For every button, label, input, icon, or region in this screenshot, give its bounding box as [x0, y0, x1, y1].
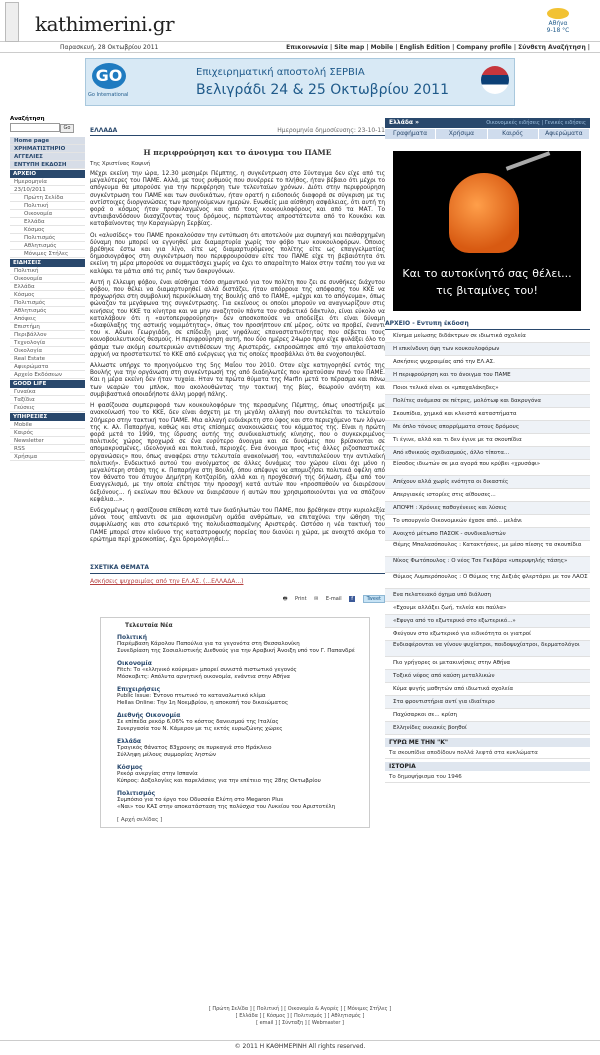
go-logo-sub: Go International [88, 92, 129, 98]
sidebar-nav-item[interactable]: Home page [10, 137, 85, 145]
print-archive-item[interactable]: Ελληνίδες οικιακές βοηθοί [385, 722, 590, 735]
print-archive-item[interactable]: Τι έγινε, αλλά και τι δεν έγινε με τα σκουπίδια [385, 434, 590, 447]
latest-news-category[interactable]: Επιχειρήσεις [117, 685, 161, 693]
latest-news-item[interactable]: Κύπρος: Δοξολογίες και παρελάσεις για την επέτειο της 28ης Οκτωβρίου [117, 777, 321, 784]
print-archive-item[interactable]: Ενα πελατειακό όχημα υπό διάλυση [385, 589, 590, 602]
footer-links-row1[interactable]: [ Πρώτη Σελίδα ] [ Πολιτική ] [ Οικονομία & Αγορές ] [ Μόνιμες Στήλες ] [208, 1006, 392, 1012]
footer-links-row2[interactable]: [ Ελλάδα ] [ Κόσμος ] [ Πολιτισμός ] [ Αθλητισμός ] [235, 1013, 365, 1019]
right-section-title[interactable]: Ελλάδα » [389, 119, 420, 126]
current-date: Παρασκευή, 28 Οκτωβρίου 2011 [60, 44, 159, 51]
date-bar [0, 42, 600, 53]
article-author: Της Χριστίνας Κοψινή [90, 161, 151, 167]
weather-widget[interactable] [532, 8, 584, 34]
news-category-item[interactable]: Οικονομία [10, 275, 85, 283]
latest-news-heading: Τελευταία Νέα [125, 621, 173, 629]
article-body [90, 171, 385, 544]
print-archive-item[interactable]: «Εχουμε αλλάξει ζωή, τελεία και παύλα» [385, 602, 590, 615]
service-item[interactable]: Χρήσιμα [10, 453, 85, 461]
archive-item[interactable]: Πρώτη Σελίδα [10, 194, 85, 202]
archive-item[interactable]: Αθλητισμός [10, 242, 85, 250]
news-category-item[interactable]: Περιβάλλον [10, 331, 85, 339]
latest-news-item[interactable]: Τραγικός θάνατος 83χρονης σε πυρκαγιά στο Ηράκλειο [117, 744, 272, 751]
left-sidebar [10, 114, 85, 461]
archive-item[interactable]: 23/10/2011 [10, 186, 85, 194]
right-tab[interactable]: Αφιερώματα [539, 129, 589, 139]
print-archive-item[interactable]: Απεργιακές ιστορίες στις αίθουσες... [385, 489, 590, 502]
banner-line2: Βελιγράδι 24 & 25 Οκτωβρίου 2011 [196, 82, 449, 98]
print-archive-item[interactable]: Φεύγουν στο εξωτερικό για ειδικότητα οι γιατροί [385, 628, 590, 641]
news-category-item[interactable]: Κόσμος [10, 291, 85, 299]
oil-can-icon [449, 173, 519, 253]
latest-news-item[interactable]: Σε επίπεδα ρεκόρ 6,06% το κόστος δανεισμού της Ιταλίας [117, 718, 279, 725]
archive-item[interactable]: Ελλάδα [10, 218, 85, 226]
page-top-link[interactable]: [ Αρχή σελίδας ] [117, 816, 163, 823]
weather-city: Αθήνα [548, 20, 568, 27]
news-category-item[interactable]: Real Estate [10, 355, 85, 363]
article-paragraph: Οι «αλυσίδες» του ΠΑΜΕ προκαλούσαν την εντύπωση ότι αποτελούν μια συμπαγή και πειθαρχημένη δύναμη που μπορεί να εγγυηθεί μια διαμαρτυρία χωρίς τον φόβο των κουκουλοφόρων. Οποιος βρέθηκε έστω και για λίγο, είτε ως διαμαρτυρόμενος πολίτης είτε ως επαγγελματίας δημοσιογράφος στη συγκέντρωση που περιφρουρούσαν είτε του ΠΑΜΕ είχε τη βεβαιότητα ότι εκείνη τη μέρα μπορούσε να συμμετάσχει χωρίς να έχει το απαραίτητο Malox στην τσέπη του για να καλύψει τα μάτια από τις ριπές των δακρυγόνων. [90, 232, 385, 275]
news-category-item[interactable]: Πολιτική [10, 267, 85, 275]
latest-news-item[interactable]: Hellas Online: Την 1η Νοεμβρίου, η αποκοπή του δικαιώματος [117, 699, 289, 706]
top-links[interactable]: Επικοινωνία | Site map | Mobile | English Edition | Company profile | Σύνθετη Αναζήτηση | [286, 44, 590, 51]
latest-news-category[interactable]: Πολιτική [117, 633, 147, 641]
latest-news-category[interactable]: Διεθνής Οικονομία [117, 711, 181, 719]
news-category-item[interactable]: Επιστήμη [10, 323, 85, 331]
article-paragraph: Μέχρι εκείνη την ώρα, 12.30 μεσημέρι Πέμπτης, η συγκέντρωση στο Σύνταγμα δεν είχε από τις μεγαλύτερες του ΠΑΜΕ. Αλλά, με τους ρυθμούς που συνέρρεε το πλήθος, ήταν βέβαιο ότι μέχρι το απόγευμα θα μπορούσε για την περιφέρηση των τελευταίων χρόνων. Διότι στην περιφρούρηση συγκέντρωση του ΠΑΜΕ και των συνδικάτων, ήταν ορατή η ειδοποιός διαφορά σε σύγκριση με τις αντίστοιχες διοργανώσεις των προηγούμενων ημερών. Ενωθείς μια αίσθηση ασφάλειας, ότι αυτή τη φορά ο κόσμος ήταν προφυλαγμένος και από τους κουκουλοφόρους και από τα ΜΑΤ. Το αντιαιβανδόσουν διασχίζοντας τους δρόμους, περπατώντας απροστάτευτα από το Κουκάκι και καταβαίνοντας την Καραγιώργη Σερβίας. [90, 171, 385, 228]
ad-banner[interactable] [85, 58, 515, 106]
gyrw-heading: ΓΥΡΩ ΜΕ ΤΗΝ "Κ" [385, 738, 590, 747]
news-category-item[interactable]: Αρχείο Εκδόσεων [10, 371, 85, 379]
print-archive-item[interactable]: Ανοιχτό μέτωπο ΠΑΣΟΚ - συνδικαλιστών [385, 528, 590, 541]
related-link[interactable] [90, 578, 385, 585]
latest-news-category[interactable]: Οικονομία [117, 659, 152, 667]
print-archive-item[interactable]: Ασκήσεις ψυχραιμίας από την ΕΛ.ΑΣ. [385, 356, 590, 369]
print-label: Print [295, 595, 307, 602]
news-category-item[interactable]: Αθλητισμός [10, 307, 85, 315]
news-category-item[interactable]: Απόψεις [10, 315, 85, 323]
ad-text-line1: Και το αυτοκίνητό σας θέλει... [402, 267, 572, 280]
section-bar [90, 126, 385, 136]
email-label: E-mail [325, 595, 342, 602]
service-item[interactable]: Newsletter [10, 437, 85, 445]
copyright: © 2011 Η ΚΑΘΗΜΕΡΙΝΗ All rights reserved. [0, 1040, 600, 1050]
latest-news-category[interactable]: Πολιτισμός [117, 789, 156, 797]
print-archive-item[interactable]: Θύμιος Λυμπερόπουλος : Ο Θύμιος της Δεξιάς φλερτάρει με τον ΛΑΟΣ [385, 573, 590, 589]
history-item[interactable]: Το δημοψήφισμα του 1946 [385, 771, 590, 783]
latest-news-item[interactable]: Συμπόσιο για το έργο του Οδυσσέα Ελύτη στο Megaron Plus [117, 796, 284, 803]
print-archive-item[interactable]: Με όπλο τόνους απορρίμματα στους δρόμους [385, 421, 590, 434]
archive-item[interactable]: Κόσμος [10, 226, 85, 234]
masthead-emblem [5, 2, 19, 42]
article-paragraph: Αλλωστε υπήρχε το προηγούμενο της 5ης Μαΐου του 2010. Οταν είχε κατηγορηθεί εντός της Βουλής για την οργάνωση στη συγκέντρωσή της από διαδηλωτές που κρατούσαν πανό του ΠΑΜΕ. Και η μέρα εκείνη δεν ήταν τυχαία. Ηταν τα πρώτα θύματα της Marfin μετά το πέρασμα και πάνω των νεαρών του μπλοκ, που ακολουθώντας την τακτική της βίας, θεωρούν ανόητη και συμβιβαστικά οποιαδήποτε άλλη μορφή πάλης. [90, 363, 385, 398]
right-column [385, 118, 590, 783]
print-archive-item[interactable]: Σκουπίδια, χημικά και κλειστά καταστήματα [385, 408, 590, 421]
latest-news-item[interactable]: Fitch: Το «ελληνικό κούρεμα» μπορεί συνιστά πιστωτικό γεγονός [117, 666, 297, 673]
right-tab[interactable]: Χρήσιμα [436, 129, 486, 139]
archive-item[interactable]: Μόνιμες Στήλες [10, 250, 85, 258]
print-archive-item[interactable]: Η περιφρούρηση και το άνοιγμα του ΠΑΜΕ [385, 369, 590, 382]
email-button[interactable]: ✉ E-mail [314, 595, 342, 602]
right-header [385, 118, 590, 128]
related-link-section[interactable]: (...ΕΛΛΑΔΑ...) [203, 577, 244, 585]
archive-heading: ΑΡΧΕΙΟ [10, 170, 85, 178]
print-archive-item[interactable]: Ποιοι τελικά είναι οι «μπαχαλάκηδες» [385, 382, 590, 395]
sun-icon [547, 8, 569, 19]
sidebar-nav-item[interactable]: ΑΓΓΕΛΙΕΣ [10, 153, 85, 161]
sidebar-nav-item[interactable]: ΕΝΤΥΠΗ ΕΚΔΟΣΗ [10, 161, 85, 169]
services-heading: ΥΠΗΡΕΣΙΕΣ [10, 413, 85, 421]
right-tab[interactable]: Γραφήματα [385, 129, 435, 139]
print-archive-item[interactable]: Τοξικό νέφος από καύση μεταλλικών [385, 670, 590, 683]
goodlife-item[interactable]: Ταξίδια [10, 396, 85, 404]
print-archive-heading: ΑΡΧΕΙΟ - Εντυπη έκδοση [385, 320, 590, 330]
oil-can-nozzle [506, 151, 551, 170]
print-archive-item[interactable]: Από εθνικούς σχεδιασμούς, άλλο τίποτα... [385, 447, 590, 460]
search-input[interactable] [10, 123, 60, 132]
article-tools [90, 595, 385, 605]
latest-news-item[interactable]: Σύλληψη μέλους συμμορίας ληστών [117, 751, 216, 758]
service-item[interactable]: Mobile [10, 421, 85, 429]
article-paragraph: Ενδεχομένως η φασίζουσα επίθεση κατά των διαδηλωτών του ΠΑΜΕ, που βρέθηκαν στην κυριολεξία μόνοι τους απέναντι σε μια αφιονισμένη ομάδα ανθρώπων, να επιταχύνει την ώθηση της συμφιλίωσης και στο εσωτερικό της πολυδιασπασμένης Αριστεράς. Ωστόσο η νέα τακτική του ΠΑΜΕ μπορεί στον κίνδυνο της καταστροφικής πορείας που διανύει η χώρα, με ανοιχτό ακόμα το ερώτημα περί χρεοκοπίας, έχει δρομολογηθεί... [90, 507, 385, 543]
latest-news-item[interactable]: Public Issue: Έντονο πτωτικό το καταναλωτικό κλίμα [117, 692, 266, 699]
search-label: Αναζήτηση [10, 116, 45, 122]
print-archive-item[interactable]: Κίνημα μείωσης διδάκτρων σε ιδιωτικά σχολεία [385, 330, 590, 343]
latest-news-item[interactable]: Ρεκόρ ανεργίας στην Ισπανία [117, 770, 198, 777]
print-archive-item[interactable]: Πολίτες ανάμεσα σε πέτρες, μολότωφ και δακρυγόνα [385, 395, 590, 408]
archive-item[interactable]: Πολιτική [10, 202, 85, 210]
goodlife-heading: GOOD LIFE [10, 380, 85, 388]
latest-news-item[interactable]: Συνεδρίαση της Σοσιαλιστικής Διεθνούς για την Αραβική Άνοιξη υπό τον Γ. Παπανδρέ [117, 647, 355, 654]
tweet-button[interactable]: Tweet [363, 595, 385, 603]
ad-text-line2: τις βιταμίνες του! [436, 284, 538, 297]
serbia-flag-icon [481, 66, 509, 94]
go-logo: GO [92, 63, 126, 89]
print-button[interactable]: 🖶 Print [282, 595, 307, 602]
goodlife-item[interactable]: Γεύσεις [10, 404, 85, 412]
news-category-item[interactable]: Αφιερώματα [10, 363, 85, 371]
oil-can-ad[interactable] [393, 151, 581, 311]
print-archive-item[interactable]: Παχύσαρκοι σε... κρίση [385, 709, 590, 722]
latest-news-box [100, 617, 370, 828]
print-archive-item[interactable]: «Εφυγα από το εξωτερικό στο εξωτερικό...» [385, 615, 590, 628]
latest-news-item[interactable]: Παρέμβαση Κάρολου Παπούλια για τα γεγονότα στη Θεσσαλονίκη [117, 640, 300, 647]
print-archive-item[interactable]: Πιο γρήγορες οι μετακινήσεις στην Αθήνα [385, 657, 590, 670]
latest-news-item[interactable]: «Ναι» του ΚΑΣ στην αποκατάσταση της πολύσχισ του Λυκείου του Αριστοτέλη [117, 803, 336, 810]
latest-news-category[interactable]: Κόσμος [117, 763, 143, 771]
news-category-item[interactable]: Οικολογία [10, 347, 85, 355]
news-category-item[interactable]: Τεχνολογία [10, 339, 85, 347]
goodlife-item[interactable]: Γυναίκα [10, 388, 85, 396]
print-archive-item[interactable]: Νίκος Φωτόπουλος : Ο νέος Τσε Γκεβάρα «υπερυψηλής τάσης» [385, 557, 590, 573]
archive-item[interactable]: Πολιτισμός [10, 234, 85, 242]
print-archive-item[interactable]: Η επικίνδυνη όψη των κουκουλοφόρων [385, 343, 590, 356]
print-archive-item[interactable]: Είσοδος ιδιωτών σε μια αγορά που κρύβει «χρυσάφι» [385, 460, 590, 476]
print-archive-item[interactable]: Ενδιαφέρονται να γίνουν ψυχίατροι, παιδοψυχίατροι, δερματολόγοι [385, 641, 590, 657]
right-tabs [385, 129, 590, 139]
print-archive-item[interactable]: Το υπουργείο Οικονομικών έχασε από... μελάνι [385, 515, 590, 528]
article-title: Η περιφρούρηση και το άνοιγμα του ΠΑΜΕ [143, 148, 332, 157]
related-link-title[interactable]: Ασκήσεις ψυχραιμίας από την ΕΛ.ΑΣ. [90, 577, 202, 585]
latest-news-category[interactable]: Ελλάδα [117, 737, 142, 745]
news-heading: ΕΙΔΗΣΕΙΣ [10, 259, 85, 267]
archive-item[interactable]: Ημερομηνία [10, 178, 85, 186]
service-item[interactable]: Καιρός [10, 429, 85, 437]
print-archive-item[interactable]: Θέμης Μπαλασόπουλος : Κατακτήσεις, με μέσο πίεσης τα σκουπίδια [385, 541, 590, 557]
print-archive-item[interactable]: ΑΠΟΨΗ : Χρόνιες παθογένειες και λύσεις [385, 502, 590, 515]
section-name[interactable]: ΕΛΛΑΔΑ [90, 127, 118, 134]
service-item[interactable]: RSS [10, 445, 85, 453]
banner-line1: Επιχειρηματική αποστολή ΣΕΡΒΙΑ [196, 67, 365, 78]
archive-item[interactable]: Οικονομία [10, 210, 85, 218]
news-category-item[interactable]: Πολιτισμός [10, 299, 85, 307]
print-archive-item[interactable]: Απέχουν αλλά χωρίς ενότητα οι δικαστές [385, 476, 590, 489]
gyrw-item[interactable]: Τα σκουπίδια αποδίδουν πολλά λεφτά στα κυκλώματα [385, 747, 590, 759]
footer-links-row3[interactable]: [ email ] [ Σύνταξη ] [ Webmaster ] [256, 1020, 344, 1026]
facebook-icon[interactable]: f [351, 595, 353, 602]
right-header-links[interactable]: Οικονομικές ειδήσεις | Γενικές ειδήσεις [486, 120, 586, 126]
site-logo[interactable]: kathimerini.gr [35, 12, 175, 36]
print-archive-item[interactable]: Στα φροντιστήρια αντί για ιδιαίτερο [385, 696, 590, 709]
main-column [90, 126, 385, 828]
article-paragraph: Αυτή η έλλειψη φόβου, έναι αίσθημα τόσο σημαντικό για τον πολίτη που ζει σε συνθήκες διάχυτου φόβου, που θέλει να διαμαρτυρηθεί αλλά διστάζει, ήταν απόρροια της απόφασης του ΚΚΕ να προχωρήσει στη συμβολική περικύκλωση της Βουλής από το ΠΑΜΕ, «μέχρι και το απόγευμα», όπως φώναζαν τα μεγάφωνα της συγκέντρωσης. Για εκείνους οι οποίοι μπορούν να αναγνωρίζουν στις κινήσεις του ΚΚΕ τα κίνητρα και να μην αναζητούν πάντα τον σοβιετικό δάκτυλο, είναι εύκολο να καταλάβουν ότι η «αυτοπεριφρούρηση» δεν αποσκοπούσε να αποδείξει ότι είναι δύναμη «διαφύλαξης της αστικής νομιμότητας», όπως τον προσήπτουν επί μέρος, ούτε να προβεί, έναντι του κ. Αδωνι Γεωργιάδη, σε επίδειξη μιας νηφάλιας επαναστατικότητας που σέβεται τους κοινοβουλευτικούς θεσμούς. Η περιφρούρηση αυτή, που δύο ημέρες 24ωρο πριν είχε φυλάξει όλο το φάσμα των ακόμη εσωτερικών αντιθέσεων της Αριστεράς, εκπροσώπησε από την απαλούσταση αρχική να προστατευτεί το ΚΚΕ από ενέργειες για τις οποίες προσβάλλει ότι θα ενοχοποιηθεί. [90, 279, 385, 358]
weather-temp: 9-18 °C [546, 27, 570, 34]
search-go-button[interactable]: Go [60, 124, 74, 133]
article-paragraph: Η φασίζουσα συμπεριφορά των κουκουλοφόρων της περασμένης Πέμπτης, όπως υποστήριξε με ανακοίνωσή του το ΚΚΕ, δεν είναι άσχετη με τη μεγάλη αλλαγή που συντελείται το τελευταίο 20ήμερο στην τακτική του ΠΑΜΕ. Μια αλλαγή ευδιάκριτη στο ύφος και στο περιεχόμενο των λόγων της κ. Αλ. Παπαρήγα, καθώς και στις επίσημες ανακοινώσεις του κόμματος της. Είναι η πρώτη φορά μετά το 1999, της ίδρυσης αυτής της συνδικαλιστικής κίνησης, που ο συγκεκριμένος πολιτικός χώρος προχωρά σε ένα ευρύτερο άνοιγμα και σε δυνάμεις που βρίσκονται σε απομακρυσμένες, ιδεολογικά και πολιτικά, περιοχές. Ενα άνοιγμα προς «τις άλλες ριζοσπαστικές οργανώσεις» που, όπως αναφέρει στην τελευταία ανακοίνωσή του, «αντιπαλεύουν την αντιλαϊκή πολιτική». Ενδεικτικό αυτού του ανοίγματος σε άλλες δυνάμεις του χώρου είναι όχι μόνο η μεγαλύτερη στάση της κ. Παπαρήγα στη Βουλή, όπου απέφυγε να απομυζήσει πολιτικά οφέλη από τον θάνατο του άτυχου Δημήτρη Κοτζαρίδη, αλλά και η προχθεσινή της δήλωση, έξω από τον Ευαγγελισμό, με την οποία επέτησε την προσοχή κατά αυτών που «προσπαθούν να διαιρέσουν δεξιόνους... ή εκείνων που θέλουν να διαιρέσουν ή αυτών που χρησιμοποιούνται για να σπάζουν κεφάλια...». [90, 403, 385, 503]
search-box [10, 123, 85, 135]
latest-news-item[interactable]: Μόσκοβιτς: Απόλυτα αρνητική οικονομία, ενάντια στην Αθήνα [117, 673, 291, 680]
right-tab[interactable]: Καιρός [488, 129, 538, 139]
print-archive-item[interactable]: Κύμα φυγής μαθητών από ιδιωτικά σχολεία [385, 683, 590, 696]
history-heading: ΙΣΤΟΡΙΑ [385, 762, 590, 771]
sidebar-nav-item[interactable]: ΧΡΗΜΑΤΙΣΤΗΡΙΟ [10, 145, 85, 153]
news-category-item[interactable]: Ελλάδα [10, 283, 85, 291]
related-heading: ΣΧΕΤΙΚΑ ΘΕΜΑΤΑ [90, 564, 385, 574]
latest-news-item[interactable]: Συνεργασία του Ν. Κάμερον με τις εκτός ευρωζώνης χώρες [117, 725, 283, 732]
header [0, 0, 600, 42]
publish-date: Ημερομηνία δημοσίευσης: 23-10-11 [277, 127, 385, 134]
footer-links [130, 1006, 470, 1027]
